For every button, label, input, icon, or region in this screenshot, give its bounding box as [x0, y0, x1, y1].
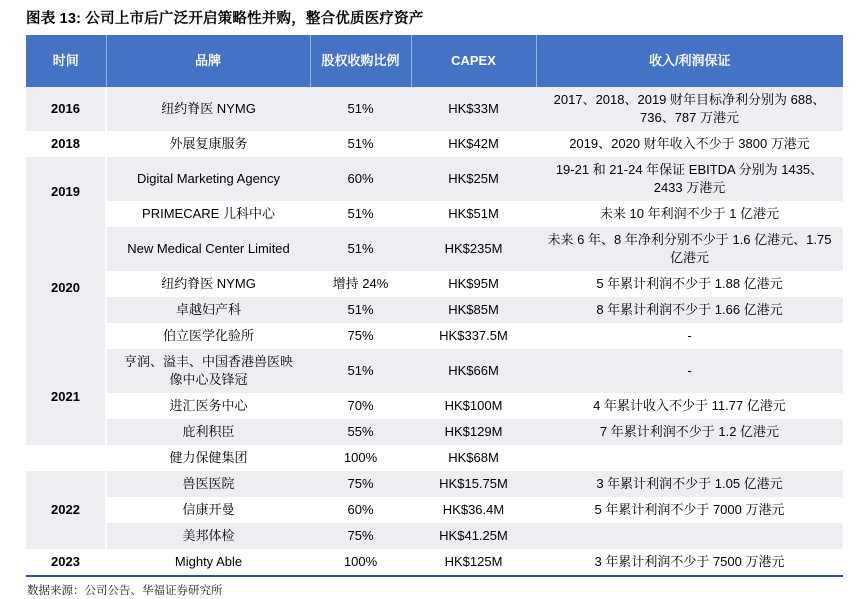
ratio-cell: 51%	[347, 241, 374, 256]
table-row	[26, 349, 843, 393]
year-cell: 2021	[26, 349, 106, 445]
guarantee-cell: 5 年累计利润不少于 7000 万港元	[594, 502, 785, 517]
ratio-cell: 75%	[347, 528, 374, 543]
capex-cell: HK$100M	[444, 398, 503, 413]
guarantee-cell: 19-21 和 21-24 年保证 EBITDA 分别为 1435、2433 万港元	[555, 162, 824, 195]
guarantee-cell: -	[687, 363, 692, 378]
guarantee-cell	[536, 445, 843, 471]
capex-cell: HK$36.4M	[442, 502, 505, 517]
brand-cell: 美邦体检	[182, 528, 235, 543]
table-row	[26, 497, 843, 523]
data-source-note: 数据来源：公司公告、华福证券研究所	[27, 585, 223, 597]
year-cell: 2018	[26, 131, 106, 157]
table-row	[26, 297, 843, 323]
capex-cell: HK$25M	[448, 171, 499, 186]
col-header-ratio: 股权收购比例	[310, 35, 411, 87]
brand-cell: 外展复康服务	[169, 136, 248, 151]
ratio-cell: 100%	[343, 554, 378, 569]
acquisitions-table	[26, 35, 843, 575]
ratio-cell: 51%	[347, 101, 374, 116]
ratio-cell: 60%	[347, 171, 374, 186]
guarantee-cell: 5 年累计利润不少于 1.88 亿港元	[596, 276, 783, 291]
table-bottom-rule	[26, 575, 843, 577]
table-row	[26, 393, 843, 419]
year-cell: 2022	[26, 471, 106, 549]
capex-cell: HK$33M	[448, 101, 499, 116]
year-cell: 2016	[26, 87, 106, 131]
capex-cell: HK$337.5M	[439, 328, 508, 343]
guarantee-cell: 2017、2018、2019 财年目标净利分别为 688、736、787 万港元	[553, 92, 826, 125]
brand-cell: 纽约脊医 NYMG	[161, 101, 256, 116]
capex-cell: HK$42M	[448, 136, 499, 151]
brand-cell: Digital Marketing Agency	[136, 171, 281, 186]
table-row	[26, 445, 843, 471]
brand-cell: 卓越妇产科	[175, 302, 241, 317]
brand-cell: 伯立医学化验所	[162, 328, 254, 343]
guarantee-cell: -	[687, 328, 692, 343]
capex-cell: HK$85M	[448, 302, 499, 317]
guarantee-cell: 7 年累计利润不少于 1.2 亿港元	[599, 424, 780, 439]
table-row	[26, 323, 843, 349]
capex-cell: HK$125M	[444, 554, 503, 569]
brand-cell: 纽约脊医 NYMG	[161, 276, 256, 291]
figure-title: 图表 13: 公司上市后广泛开启策略性并购，整合优质医疗资产	[26, 11, 424, 27]
year-cell: 2019	[26, 157, 106, 227]
table-row	[26, 87, 843, 131]
brand-cell: 健力保健集团	[169, 450, 248, 465]
brand-cell: 庇利积臣	[182, 424, 235, 439]
col-header-time: 时间	[26, 35, 106, 87]
brand-cell: 兽医医院	[182, 476, 235, 491]
capex-cell: HK$95M	[448, 276, 499, 291]
ratio-cell: 60%	[347, 502, 374, 517]
guarantee-cell	[536, 523, 843, 549]
capex-cell: HK$68M	[448, 450, 499, 465]
guarantee-cell: 未来 10 年利润不少于 1 亿港元	[599, 206, 780, 221]
table-row	[26, 419, 843, 445]
col-header-capex: CAPEX	[411, 35, 536, 87]
brand-cell: 亨润、溢丰、中国香港兽医映像中心及锋冠	[123, 354, 293, 387]
ratio-cell: 70%	[347, 398, 374, 413]
header-row	[26, 35, 843, 87]
col-header-guarantee: 收入/利润保证	[536, 35, 843, 87]
brand-cell: 信康开曼	[182, 502, 235, 517]
table-row	[26, 201, 843, 227]
table-row	[26, 549, 843, 575]
ratio-cell: 51%	[347, 206, 374, 221]
year-cell: 2023	[26, 549, 106, 575]
guarantee-cell: 3 年累计利润不少于 7500 万港元	[594, 554, 785, 569]
table-body	[26, 87, 843, 575]
table-row	[26, 157, 843, 201]
brand-cell: Mighty Able	[174, 554, 243, 569]
table-header	[26, 35, 843, 87]
ratio-cell: 100%	[343, 450, 378, 465]
table-row	[26, 523, 843, 549]
guarantee-cell: 8 年累计利润不少于 1.66 亿港元	[596, 302, 783, 317]
capex-cell: HK$66M	[448, 363, 499, 378]
guarantee-cell: 未来 6 年、8 年净利分别不少于 1.6 亿港元、1.75 亿港元	[547, 232, 832, 265]
guarantee-cell: 4 年累计收入不少于 11.77 亿港元	[593, 398, 786, 413]
guarantee-cell: 2019、2020 财年收入不少于 3800 万港元	[569, 136, 810, 151]
brand-cell: PRIMECARE 儿科中心	[142, 206, 275, 221]
capex-cell: HK$41.25M	[439, 528, 508, 543]
table-row	[26, 471, 843, 497]
brand-cell: 进汇医务中心	[169, 398, 248, 413]
ratio-cell: 增持 24%	[332, 276, 389, 291]
table-row	[26, 227, 843, 271]
brand-cell: New Medical Center Limited	[127, 241, 290, 256]
ratio-cell: 75%	[347, 476, 374, 491]
capex-cell: HK$15.75M	[439, 476, 508, 491]
table-row	[26, 131, 843, 157]
year-cell: 2020	[26, 227, 106, 349]
year-cell	[26, 445, 106, 471]
col-header-brand: 品牌	[106, 35, 310, 87]
ratio-cell: 51%	[347, 363, 374, 378]
ratio-cell: 51%	[347, 302, 374, 317]
capex-cell: HK$51M	[448, 206, 499, 221]
capex-cell: HK$235M	[444, 241, 503, 256]
table-row	[26, 271, 843, 297]
ratio-cell: 55%	[347, 424, 374, 439]
capex-cell: HK$129M	[444, 424, 503, 439]
ratio-cell: 51%	[347, 136, 374, 151]
ratio-cell: 75%	[347, 328, 374, 343]
guarantee-cell: 3 年累计利润不少于 1.05 亿港元	[596, 476, 783, 491]
